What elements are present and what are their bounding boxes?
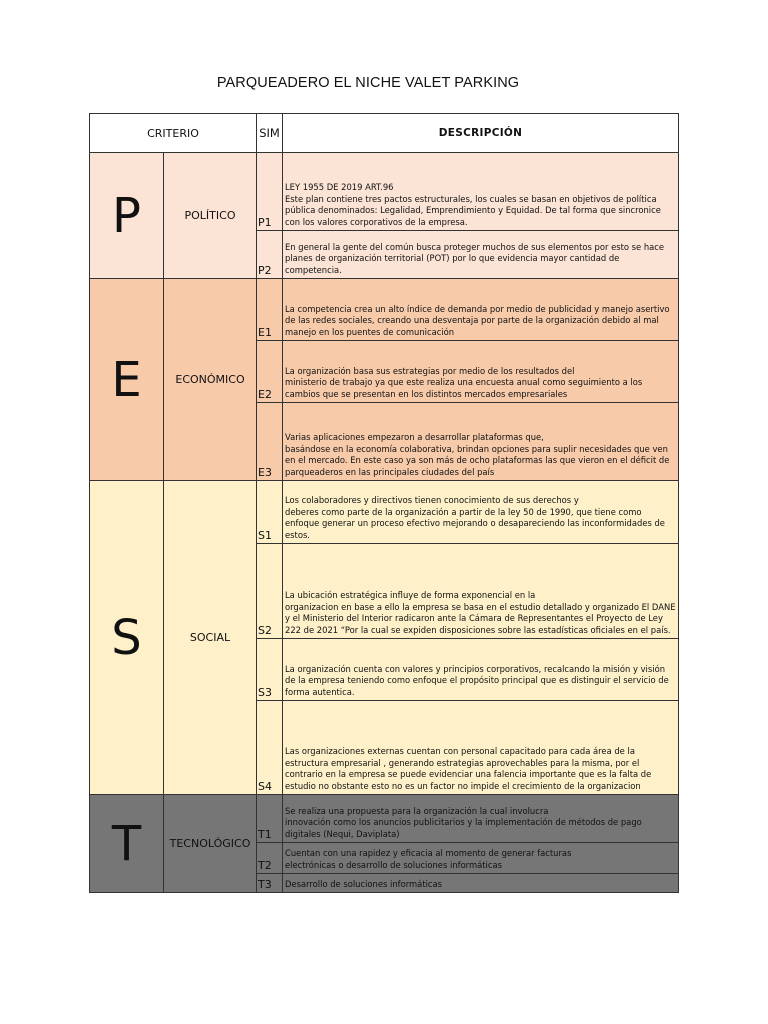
- group-name-economico: ECONÓMICO: [164, 279, 257, 481]
- table-row: [90, 153, 679, 231]
- header-criterio: CRITERIO: [90, 114, 257, 153]
- pest-table: [89, 113, 679, 893]
- group-letter-e: E: [90, 279, 164, 481]
- group-letter-t: T: [90, 795, 164, 893]
- group-name-politico: POLÍTICO: [164, 153, 257, 279]
- sim-code: E2: [257, 341, 283, 403]
- description-cell: Cuentan con una rapidez y eficacia al momento de generar facturas electrónicas o desarrollo de soluciones informáticas: [283, 843, 679, 874]
- sim-code: S2: [257, 544, 283, 639]
- description-cell: La ubicación estratégica influye de forma exponencial en la organizacion en base a ello la empresa se basa en el estudio detallado y organizado El DANE y el Ministerio del Interior radicaron ante la Cámara de Representantes el Proyecto de Ley 222 de 2021 “Por la cual se expiden disposiciones sobre las estadísticas oficiales en el país.: [283, 544, 679, 639]
- sim-code: T3: [257, 874, 283, 893]
- table-row: [90, 279, 679, 341]
- group-letter-p: P: [90, 153, 164, 279]
- sim-code: E1: [257, 279, 283, 341]
- description-cell: Se realiza una propuesta para la organización la cual involucra innovación como los anuncios publicitarios y la implementación de métodos de pago digitales (Nequi, Daviplata): [283, 795, 679, 843]
- document-title: PARQUEADERO EL NICHE VALET PARKING: [216, 75, 520, 91]
- sim-code: S3: [257, 639, 283, 701]
- sim-code: P2: [257, 231, 283, 279]
- header-row: [90, 114, 679, 153]
- group-letter-s: S: [90, 481, 164, 795]
- group-name-tecnologico: TECNOLÓGICO: [164, 795, 257, 893]
- group-name-social: SOCIAL: [164, 481, 257, 795]
- sim-code: T2: [257, 843, 283, 874]
- table-row: [90, 481, 679, 544]
- description-cell: En general la gente del común busca proteger muchos de sus elementos por esto se hace planes de organización territorial (POT) por lo que evidencia mayor cantidad de competencia.: [283, 231, 679, 279]
- sim-code: T1: [257, 795, 283, 843]
- header-descripcion: DESCRIPCIÓN: [283, 114, 679, 153]
- description-cell: Varias aplicaciones empezaron a desarrollar plataformas que, basándose en la economía colaborativa, brindan opciones para suplir necesidades que ven en el mercado. En este caso ya son más de ocho plataformas las que vieron en el déficit de parqueaderos en las principales ciudades del país: [283, 403, 679, 481]
- description-cell: La organización cuenta con valores y principios corporativos, recalcando la misión y visión de la empresa teniendo como enfoque el propósito principal que es distinguir el servicio de forma autentica.: [283, 639, 679, 701]
- description-cell: Los colaboradores y directivos tienen conocimiento de sus derechos y deberes como parte de la organización a partir de la ley 50 de 1990, que tiene como enfoque generar un proceso efectivo mejorando o desapareciendo las inconformidades de estos.: [283, 481, 679, 544]
- description-cell: Las organizaciones externas cuentan con personal capacitado para cada área de la estructura empresarial , generando estrategias aprovechables para la misma, por el contrario en la empresa se puede evidenciar una falencia importante que es la falta de estudio no obstante esto no es un factor no impide el crecimiento de la organizacion: [283, 701, 679, 795]
- description-cell: LEY 1955 DE 2019 ART.96 Este plan contiene tres pactos estructurales, los cuales se basan en objetivos de política pública denominados: Legalidad, Emprendimiento y Equidad. De tal forma que sincronice con los valores corporativos de la empresa.: [283, 153, 679, 231]
- description-cell: La competencia crea un alto índice de demanda por medio de publicidad y manejo asertivo de las redes sociales, creando una desventaja por parte de la organización debido al mal manejo en los puentes de comunicación: [283, 279, 679, 341]
- sim-code: E3: [257, 403, 283, 481]
- description-cell: Desarrollo de soluciones informáticas: [283, 874, 679, 893]
- sim-code: S4: [257, 701, 283, 795]
- description-cell: La organización basa sus estrategias por medio de los resultados del ministerio de trabajo ya que este realiza una encuesta anual como seguimiento a los cambios que se presentan en los distintos mercados empresariales: [283, 341, 679, 403]
- table-row: [90, 795, 679, 843]
- header-sim: SIM: [257, 114, 283, 153]
- sim-code: S1: [257, 481, 283, 544]
- sim-code: P1: [257, 153, 283, 231]
